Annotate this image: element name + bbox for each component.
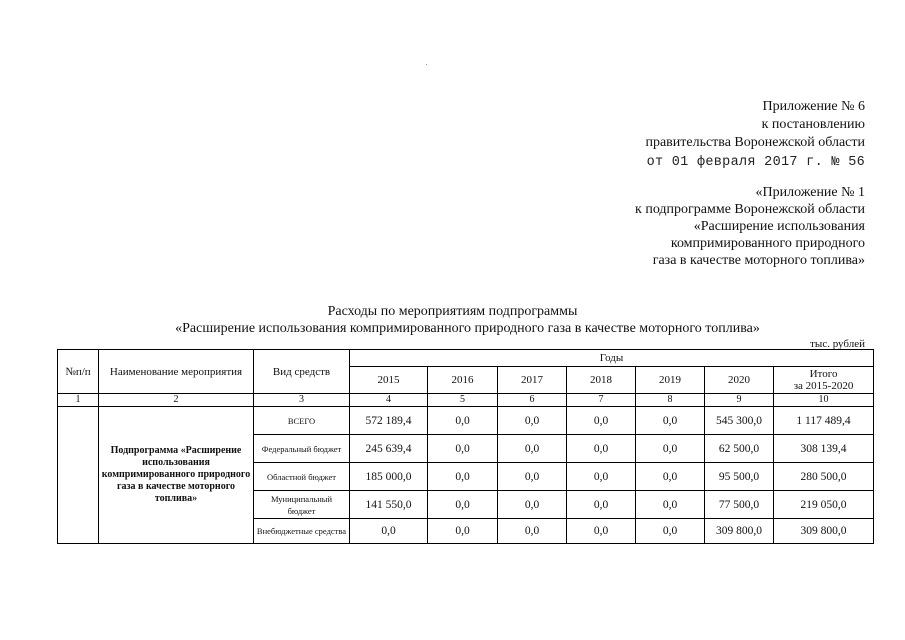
- appendix-6-title: Приложение № 6: [762, 99, 865, 114]
- column-number: 1: [58, 394, 99, 407]
- header-row-1: [58, 350, 874, 367]
- source-cell: Муниципальный бюджет: [254, 491, 350, 519]
- col-header-num: №п/п: [58, 350, 99, 394]
- value-cell: 0,0: [428, 435, 498, 463]
- source-cell: Внебюджетные средства: [254, 519, 350, 544]
- column-number: 5: [428, 394, 498, 407]
- value-cell: 0,0: [498, 491, 567, 519]
- appendix-1-program-line1: «Расширение использования: [693, 219, 865, 234]
- total-header-line2: за 2015-2020: [793, 380, 854, 392]
- total-cell: 219 050,0: [774, 491, 874, 519]
- column-number: 2: [99, 394, 254, 407]
- column-number: 7: [567, 394, 636, 407]
- scan-speck: [426, 64, 427, 65]
- year-header: 2017: [498, 367, 567, 394]
- appendix-1-program-line2: компримированного природного: [670, 236, 865, 251]
- title-line-1: Расходы по мероприятиям подпрограммы: [327, 304, 578, 319]
- value-cell: 0,0: [428, 463, 498, 491]
- value-cell: 0,0: [567, 435, 636, 463]
- source-cell: ВСЕГО: [254, 407, 350, 435]
- title-line-2: «Расширение использования компримированного природного газа в качестве моторного топлива»: [175, 321, 760, 336]
- total-cell: 1 117 489,4: [774, 407, 874, 435]
- source-cell: Федеральный бюджет: [254, 435, 350, 463]
- appendix-6-authority: правительства Воронежской области: [645, 135, 865, 150]
- value-cell: 0,0: [498, 435, 567, 463]
- value-cell: 0,0: [567, 463, 636, 491]
- year-header: 2019: [636, 367, 705, 394]
- appendix-6-ref: к постановлению: [761, 117, 865, 132]
- value-cell: 0,0: [350, 519, 428, 544]
- appendix-1-title: «Приложение № 1: [755, 185, 865, 200]
- total-cell: 309 800,0: [774, 519, 874, 544]
- appendix-1-header: [635, 184, 865, 269]
- year-header: 2016: [428, 367, 498, 394]
- value-cell: 0,0: [636, 435, 705, 463]
- value-cell: 0,0: [498, 463, 567, 491]
- column-number: 6: [498, 394, 567, 407]
- value-cell: 62 500,0: [705, 435, 774, 463]
- value-cell: 0,0: [636, 519, 705, 544]
- value-cell: 0,0: [428, 491, 498, 519]
- source-cell: Областной бюджет: [254, 463, 350, 491]
- value-cell: 0,0: [567, 491, 636, 519]
- value-cell: 0,0: [567, 519, 636, 544]
- total-header: [774, 367, 874, 394]
- value-cell: 572 189,4: [350, 407, 428, 435]
- column-number: 9: [705, 394, 774, 407]
- total-header-line1: Итого: [809, 368, 838, 380]
- year-header: 2020: [705, 367, 774, 394]
- appendix-1-ref: к подпрограмме Воронежской области: [635, 202, 865, 217]
- value-cell: 545 300,0: [705, 407, 774, 435]
- value-cell: 141 550,0: [350, 491, 428, 519]
- year-header: 2015: [350, 367, 428, 394]
- document-title: [0, 303, 905, 337]
- column-number: 8: [636, 394, 705, 407]
- decree-date-stamp: от 01 февраля 2017 г. № 56: [646, 155, 865, 170]
- column-number: 10: [774, 394, 874, 407]
- value-cell: 0,0: [498, 519, 567, 544]
- value-cell: 0,0: [428, 519, 498, 544]
- row-number-cell: [58, 407, 99, 544]
- expenses-table: [57, 349, 874, 544]
- program-name-cell: Подпрограмма «Расширение использования компримированного природного газа в качестве моторного топлива»: [99, 407, 254, 544]
- total-cell: 280 500,0: [774, 463, 874, 491]
- value-cell: 245 639,4: [350, 435, 428, 463]
- total-cell: 308 139,4: [774, 435, 874, 463]
- col-header-name: Наименование мероприятия: [99, 350, 254, 394]
- column-number: 3: [254, 394, 350, 407]
- value-cell: 0,0: [428, 407, 498, 435]
- year-header: 2018: [567, 367, 636, 394]
- value-cell: 77 500,0: [705, 491, 774, 519]
- value-cell: 185 000,0: [350, 463, 428, 491]
- value-cell: 95 500,0: [705, 463, 774, 491]
- value-cell: 0,0: [567, 407, 636, 435]
- appendix-6-header: [645, 98, 865, 172]
- column-number: 4: [350, 394, 428, 407]
- col-header-source: Вид средств: [254, 350, 350, 394]
- col-header-years: Годы: [350, 350, 874, 367]
- value-cell: 0,0: [636, 407, 705, 435]
- column-number-row: [58, 394, 874, 407]
- units-label: тыс. рублей: [810, 338, 865, 350]
- appendix-1-program-line3: газа в качестве моторного топлива»: [652, 253, 865, 268]
- value-cell: 0,0: [498, 407, 567, 435]
- value-cell: 0,0: [636, 463, 705, 491]
- value-cell: 0,0: [636, 491, 705, 519]
- value-cell: 309 800,0: [705, 519, 774, 544]
- table-row: [58, 407, 874, 435]
